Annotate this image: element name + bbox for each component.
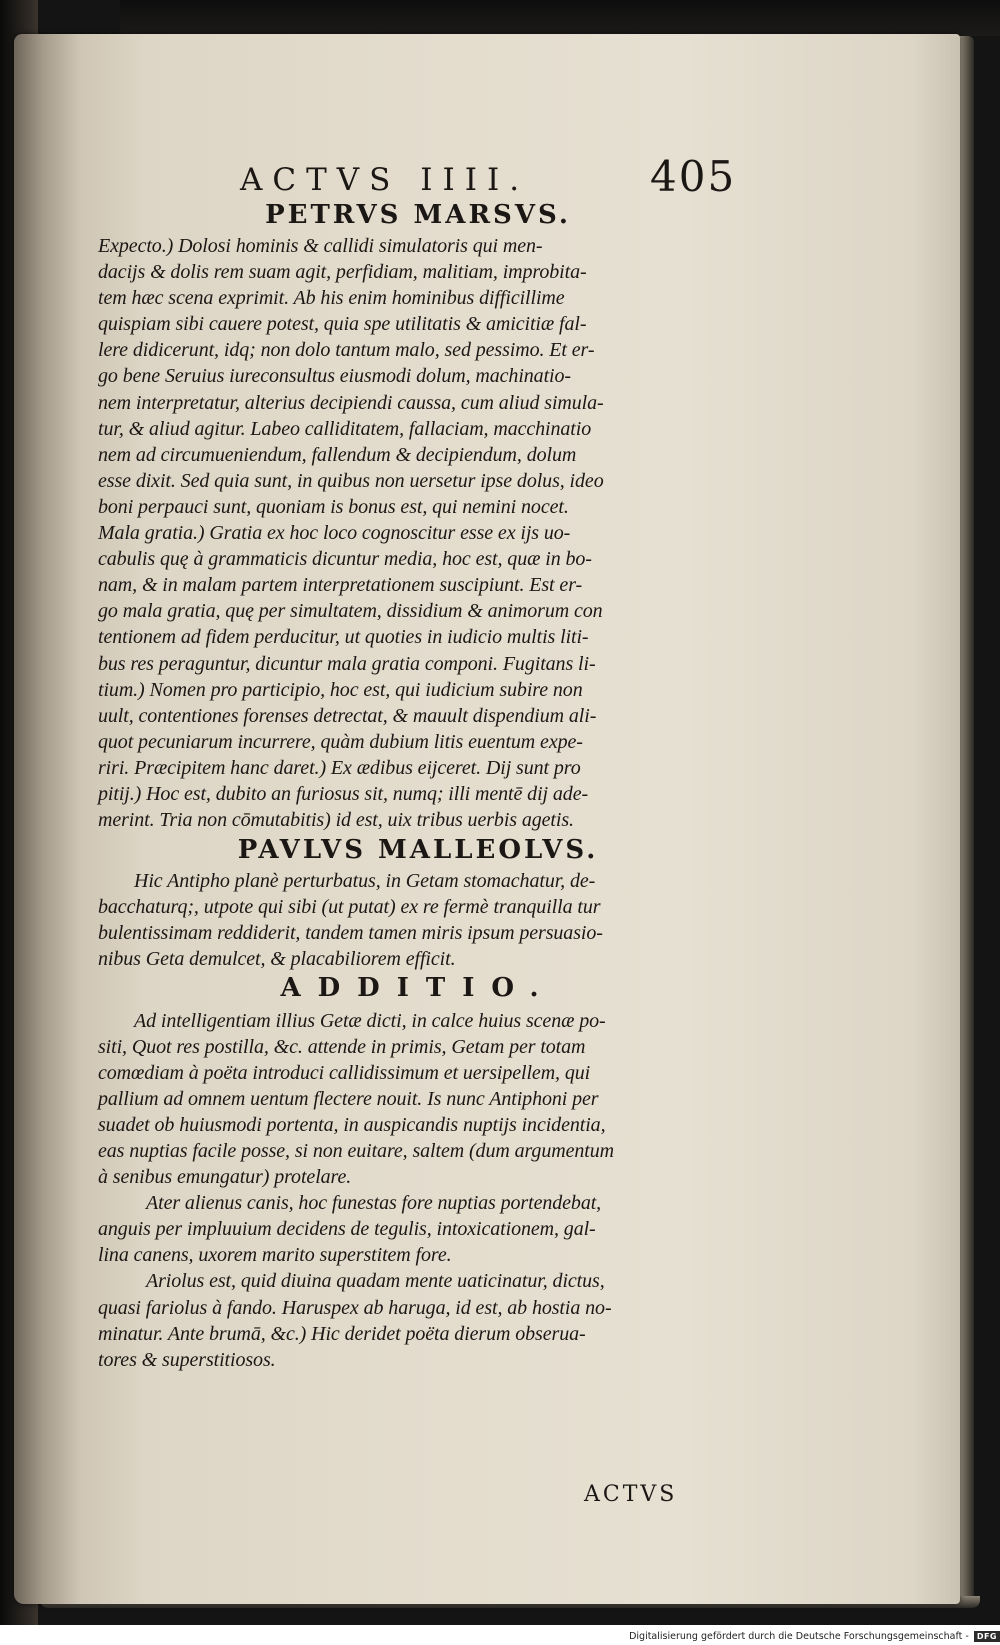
text-line: eas nuptias facile posse, si non euitare, saltem (dum argumentum bbox=[98, 1140, 614, 1162]
text-line: uult, contentiones forenses detrectat, & mauult dispendium ali- bbox=[98, 704, 597, 727]
text-line: tores & superstitiosos. bbox=[98, 1348, 276, 1371]
page-fore-edge bbox=[958, 36, 974, 1602]
text-line: comœdiam à poëta introduci callidissimum et uersipellem, qui bbox=[98, 1061, 591, 1084]
commentary-paragraph bbox=[98, 868, 738, 972]
text-line: dacijs & dolis rem suam agit, perfidiam, malitiam, improbita- bbox=[98, 261, 587, 284]
text-line: nem interpretatur, alterius decipiendi caussa, cum aliud simula- bbox=[98, 391, 604, 414]
additio-heading: ADDITIO. bbox=[280, 972, 556, 1003]
text-line: anguis per impluuium decidens de tegulis, intoxicationem, gal- bbox=[98, 1218, 596, 1241]
text-line: Expecto.) Dolosi hominis & callidi simulatoris qui men- bbox=[98, 235, 543, 257]
text-line: merint. Tria non cōmutabitis) id est, uix tribus uerbis agetis. bbox=[98, 809, 574, 832]
text-line: bulentissimam reddiderit, tandem tamen miris ipsum persuasio- bbox=[98, 922, 603, 945]
text-line: boni perpauci sunt, quoniam is bonus est, qui nemini nocet. bbox=[98, 495, 569, 518]
text-line: tur, & aliud agitur. Labeo calliditatem, fallaciam, macchinatio bbox=[98, 417, 592, 440]
text-line: lina canens, uxorem marito superstitem fore. bbox=[98, 1244, 452, 1267]
running-title: ACTVS IIII. bbox=[240, 162, 530, 198]
text-line: Ater alienus canis, hoc funestas fore nuptias portendebat, bbox=[146, 1192, 602, 1215]
book-page bbox=[14, 34, 960, 1604]
text-line: Mala gratia.) Gratia ex hoc loco cognoscitur esse ex ijs uo- bbox=[98, 522, 571, 545]
text-line: quispiam sibi cauere potest, quia spe utilitatis & amicitiæ fal- bbox=[98, 313, 587, 336]
speaker-heading-paulus-malleolus: PAVLVS MALLEOLVS. bbox=[237, 835, 599, 866]
commentary-paragraph bbox=[98, 233, 738, 833]
text-line: suadet ob huiusmodi portenta, in auspicandis nuptijs incidentia, bbox=[98, 1113, 606, 1136]
text-line: Hic Antipho planè perturbatus, in Getam stomachatur, de- bbox=[134, 870, 596, 893]
digitization-footer bbox=[580, 1628, 1000, 1645]
text-line: lere didicerunt, idq; non dolo tantum malo, sed pessimo. Et er- bbox=[98, 339, 595, 362]
speaker-heading-petrus-marsus: PETRVS MARSVS. bbox=[265, 200, 571, 230]
commentary-paragraph bbox=[98, 1268, 738, 1372]
text-line: go bene Seruius iureconsultus eiusmodi dolum, machinatio- bbox=[98, 365, 571, 388]
text-line: bacchaturq;, utpote qui sibi (ut putat) ex re fermè tranquilla tur bbox=[98, 896, 601, 919]
commentary-paragraph bbox=[98, 1190, 738, 1268]
text-line: cabulis quę à grammaticis dicuntur media, hoc est, quæ in bo- bbox=[98, 548, 592, 571]
text-line: tium.) Nomen pro participio, hoc est, qui iudicium subire non bbox=[98, 678, 583, 701]
text-line: go mala gratia, quę per simultatem, dissidium & animorum con bbox=[98, 600, 603, 623]
text-line: Ad intelligentiam illius Getæ dicti, in calce huius scenæ po- bbox=[134, 1009, 606, 1032]
text-line: nam, & in malam partem interpretationem suscipiunt. Est er- bbox=[98, 574, 583, 597]
text-line: pallium ad omnem uentum flectere nouit. Is nunc Antiphoni per bbox=[98, 1087, 599, 1110]
text-line: Ariolus est, quid diuina quadam mente uaticinatur, dictus, bbox=[146, 1270, 605, 1293]
top-edge-shadow bbox=[120, 0, 1000, 36]
text-line: esse dixit. Sed quia sunt, in quibus non uersetur ipse dolus, ideo bbox=[98, 469, 604, 492]
page-header bbox=[98, 152, 738, 204]
text-line: tem hæc scena exprimit. Ab his enim hominibus difficillime bbox=[98, 287, 565, 310]
text-line: quot pecuniarum incurrere, quàm dubium litis euentum expe- bbox=[98, 730, 583, 753]
dfg-credit-text: Digitalisierung gefördert durch die Deutsche Forschungsgemeinschaft - bbox=[629, 1631, 969, 1642]
catchword: ACTVS bbox=[584, 1482, 678, 1507]
text-line: quasi fariolus à fando. Haruspex ab haruga, id est, ab hostia no- bbox=[98, 1296, 612, 1319]
text-line: bus res peraguntur, dicuntur mala gratia componi. Fugitans li- bbox=[98, 652, 596, 675]
text-line: riri. Præcipitem hanc daret.) Ex ædibus eijceret. Dij sunt pro bbox=[98, 756, 581, 779]
dfg-logo: DFG bbox=[974, 1631, 1000, 1642]
text-line: minatur. Ante brumā, &c.) Hic deridet poëta dierum obserua- bbox=[98, 1322, 586, 1345]
text-line: pitij.) Hoc est, dubito an furiosus sit, numq; illi mentē dij ade- bbox=[98, 782, 589, 805]
commentary-paragraph bbox=[98, 1008, 738, 1191]
text-line: nem ad circumueniendum, fallendum & decipiendum, dolum bbox=[98, 443, 577, 466]
page-text-block bbox=[98, 152, 738, 1507]
page-number: 405 bbox=[650, 152, 737, 201]
text-line: tentionem ad fidem perducitur, ut quoties in iudicio multis liti- bbox=[98, 626, 589, 649]
text-line: siti, Quot res postilla, &c. attende in primis, Getam per totam bbox=[98, 1035, 586, 1058]
text-line: nibus Geta demulcet, & placabiliorem efficit. bbox=[98, 948, 456, 971]
text-line: à senibus emungatur) protelare. bbox=[98, 1166, 352, 1189]
